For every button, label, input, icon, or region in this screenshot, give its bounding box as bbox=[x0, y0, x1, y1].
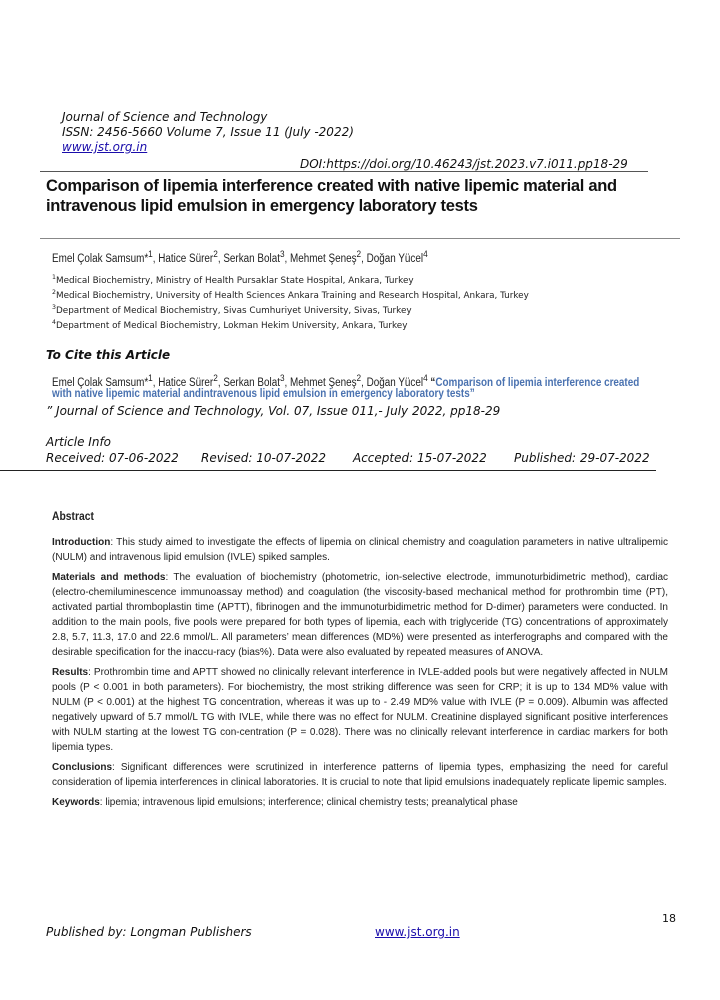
citation-journal-ref: ” Journal of Science and Technology, Vol. 07, Issue 011,- July 2022, pp18-29 bbox=[46, 404, 501, 418]
abstract-methods: Materials and methods: The evaluation of biochemistry (photometric, ion-selective electrode, immunoturbidimetric method), cardiac (electro-chemiluminescence immunoassay method) and coagulation (the viscosity-based mechanical method for prothrombin time (PT), activated partial thromboplastin time (APTT), fibrinogen and the immunoturbidimetric method for D-dimer) parameters were conducted. In addition to the main pools, five pools were prepared for both types of lipemia, each with triglyceride (TG) concentrations of approximately 2.8, 5.7, 11.3, 17.0 and 22.6 mmol/L. All parameters’ mean differences (MD%) were presented as interferographs and compared with the desirable specification for the inaccu-racy (bias%). Data were also evaluated by repeated measures of ANOVA. bbox=[52, 572, 669, 658]
journal-name: Journal of Science and Technology bbox=[62, 110, 268, 124]
received-date: Received: 07-06-2022 bbox=[46, 451, 179, 465]
abstract-introduction: Introduction: This study aimed to investigate the effects of lipemia on clinical chemistry and coagulation parameters in native ultralipemic (NULM) and intravenous lipid emulsion (IVLE) spiked samples. bbox=[52, 537, 668, 563]
publisher-line: Published by: Longman Publishers bbox=[46, 925, 252, 939]
abstract-section bbox=[52, 510, 668, 815]
affiliation-2: $^2$Medical Biochemistry, University of Health Sciences Ankara Training and Research Hospital, Ankara, Turkey bbox=[52, 288, 529, 302]
abstract-heading: Abstract bbox=[52, 511, 94, 523]
article-title: Comparison of lipemia interference created with native lipemic material and intravenous lipid emulsion in emergency laboratory tests bbox=[46, 177, 617, 215]
affiliation-1: $^1$Medical Biochemistry, Ministry of Health Pursaklar State Hospital, Ankara, Turkey bbox=[52, 273, 414, 287]
author-list: Emel Çolak Samsum*$^1$, Hatice Sürer$^2$, Serkan Bolat$^3$, Mehmet Şeneş$^2$, Doğan Yücel$^4$ bbox=[52, 249, 428, 265]
citation-title-line: with native lipemic material andintravenous lipid emulsion in emergency laboratory tests” bbox=[52, 388, 475, 400]
info-divider bbox=[0, 470, 656, 471]
revised-date: Revised: 10-07-2022 bbox=[201, 451, 327, 465]
citation-title-part1: Comparison of lipemia interference created bbox=[435, 376, 640, 389]
abstract-conclusions: Conclusions: Significant differences were scrutinized in interference patterns of lipemia types, emphasizing the need for careful consideration of lipemia interferences in clinical laboratories. It is crucial to note that lipid emulsions inadequately replicate lipemic samples. bbox=[52, 762, 668, 788]
journal-website-link[interactable]: www.jst.org.in bbox=[62, 140, 148, 154]
article-info-heading: Article Info bbox=[46, 435, 112, 449]
doi-line: DOI:https://doi.org/10.46243/jst.2023.v7.i011.pp18-29 bbox=[300, 157, 628, 171]
header-divider bbox=[40, 171, 648, 172]
abstract-keywords: Keywords: lipemia; intravenous lipid emulsions; interference; clinical chemistry tests; preanalytical phase bbox=[52, 797, 518, 808]
footer-website-link[interactable]: www.jst.org.in bbox=[375, 925, 460, 939]
published-date: Published: 29-07-2022 bbox=[514, 451, 650, 465]
title-divider bbox=[40, 238, 680, 239]
affiliation-4: $^4$Department of Medical Biochemistry, Lokman Hekim University, Ankara, Turkey bbox=[52, 318, 408, 332]
citation-authors-line: Emel Çolak Samsum*$^1$, Hatice Sürer$^2$, Serkan Bolat$^3$, Mehmet Şeneş$^2$, Doğan Yücel$^4$ “Comparison of lipemia interference created bbox=[52, 373, 640, 389]
abstract-results: Results: Prothrombin time and APTT showed no clinically relevant interference in IVLE-added pools but were negatively affected in NULM pools (P < 0.001 in both parameters). For biochemistry, the most striking difference was seen for CRP; it is up to 134 MD% value with NULM (P < 0.001) at the highest TG concentration, whereas it was up to - 2.49 MD% value with IVLE (P = 0.009). Albumin was affected negatively upward of 5.7 mmol/L TG with IVLE, while there was no effect for NULM. Creatinine displayed significant positive interferences with NULM starting at the lowest TG con-centration (P = 0.028). There was no clinically relevant interference in cardiac markers for both lipemia types. bbox=[52, 667, 668, 753]
issn-line: ISSN: 2456-5660 Volume 7, Issue 11 (July -2022) bbox=[62, 125, 354, 139]
page-number: 18 bbox=[662, 912, 676, 925]
cite-heading: To Cite this Article bbox=[46, 348, 171, 362]
affiliation-3: $^3$Department of Medical Biochemistry, Sivas Cumhuriyet University, Sivas, Turkey bbox=[52, 303, 412, 317]
accepted-date: Accepted: 15-07-2022 bbox=[353, 451, 487, 465]
